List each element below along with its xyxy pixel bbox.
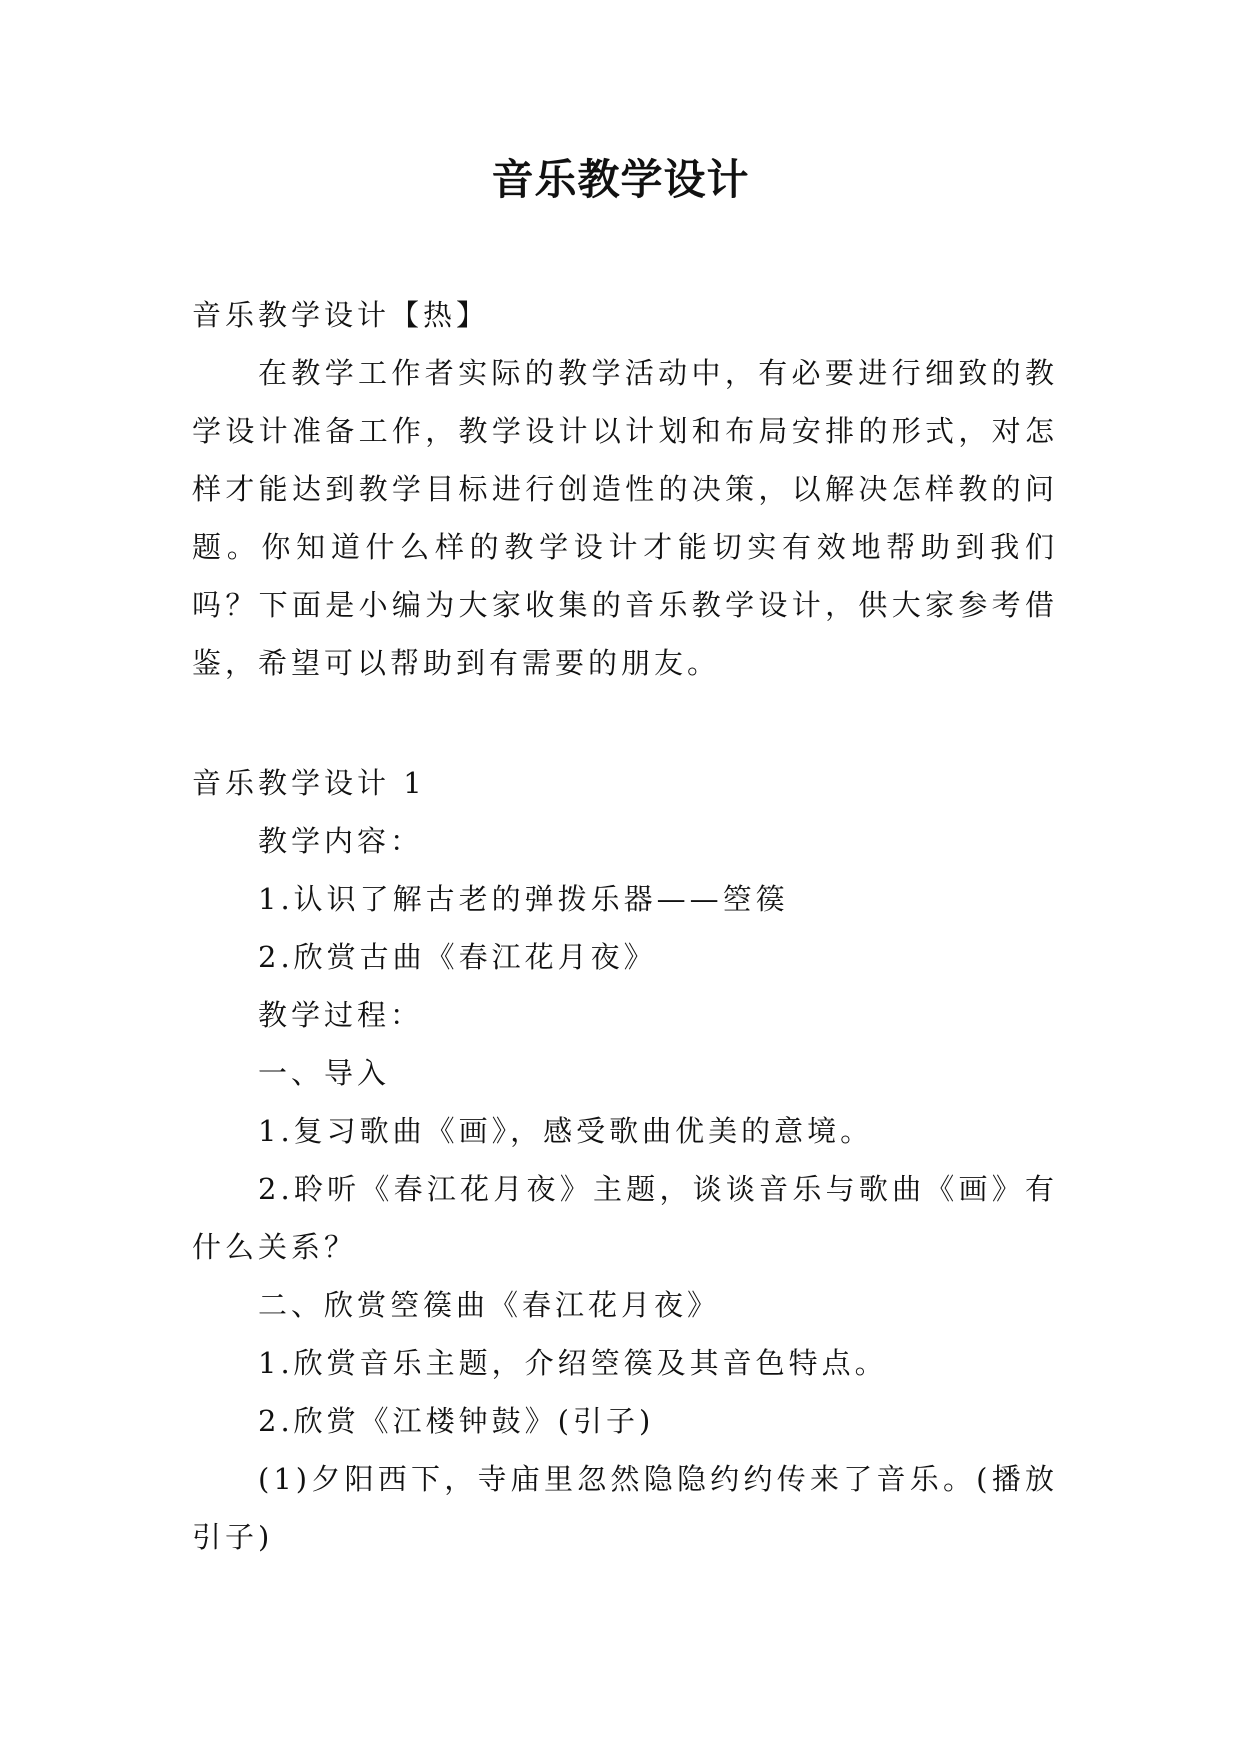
- step-1-item-2: 2.聆听《春江花月夜》主题，谈谈音乐与歌曲《画》有什么关系？: [192, 1172, 1058, 1264]
- step-2-item-2: 2.欣赏《江楼钟鼓》(引子): [258, 1404, 655, 1438]
- content-item-2: 2.欣赏古曲《春江花月夜》: [258, 940, 657, 974]
- step-2-subitem-1: (1)夕阳西下，寺庙里忽然隐隐约约传来了音乐。(播放引子): [192, 1462, 1058, 1554]
- intro-paragraph: 在教学工作者实际的教学活动中，有必要进行细致的教学设计准备工作，教学设计以计划和布局安排的形式，对怎样才能达到教学目标进行创造性的决策，以解决怎样教的问题。你知道什么样的教学设计才能切实有效地帮助到我们吗？下面是小编为大家收集的音乐教学设计，供大家参考借鉴，希望可以帮助到有需要的朋友。: [192, 356, 1058, 680]
- article-heading: 音乐教学设计【热】: [192, 298, 490, 332]
- step-appreciation: 二、欣赏箜篌曲《春江花月夜》: [258, 1288, 721, 1322]
- teaching-content-label: 教学内容：: [258, 824, 424, 858]
- lesson-content: [192, 812, 1058, 1566]
- teaching-process-label: 教学过程：: [258, 998, 424, 1032]
- step-introduction: 一、导入: [258, 1056, 391, 1090]
- content-item-1: 1.认识了解古老的弹拨乐器——箜篌: [258, 882, 789, 916]
- step-2-item-1: 1.欣赏音乐主题，介绍箜篌及其音色特点。: [258, 1346, 888, 1380]
- section-title: 音乐教学设计 1: [192, 766, 426, 800]
- document-title: 音乐教学设计: [491, 155, 750, 204]
- step-1-item-1: 1.复习歌曲《画》，感受歌曲优美的意境。: [258, 1114, 874, 1148]
